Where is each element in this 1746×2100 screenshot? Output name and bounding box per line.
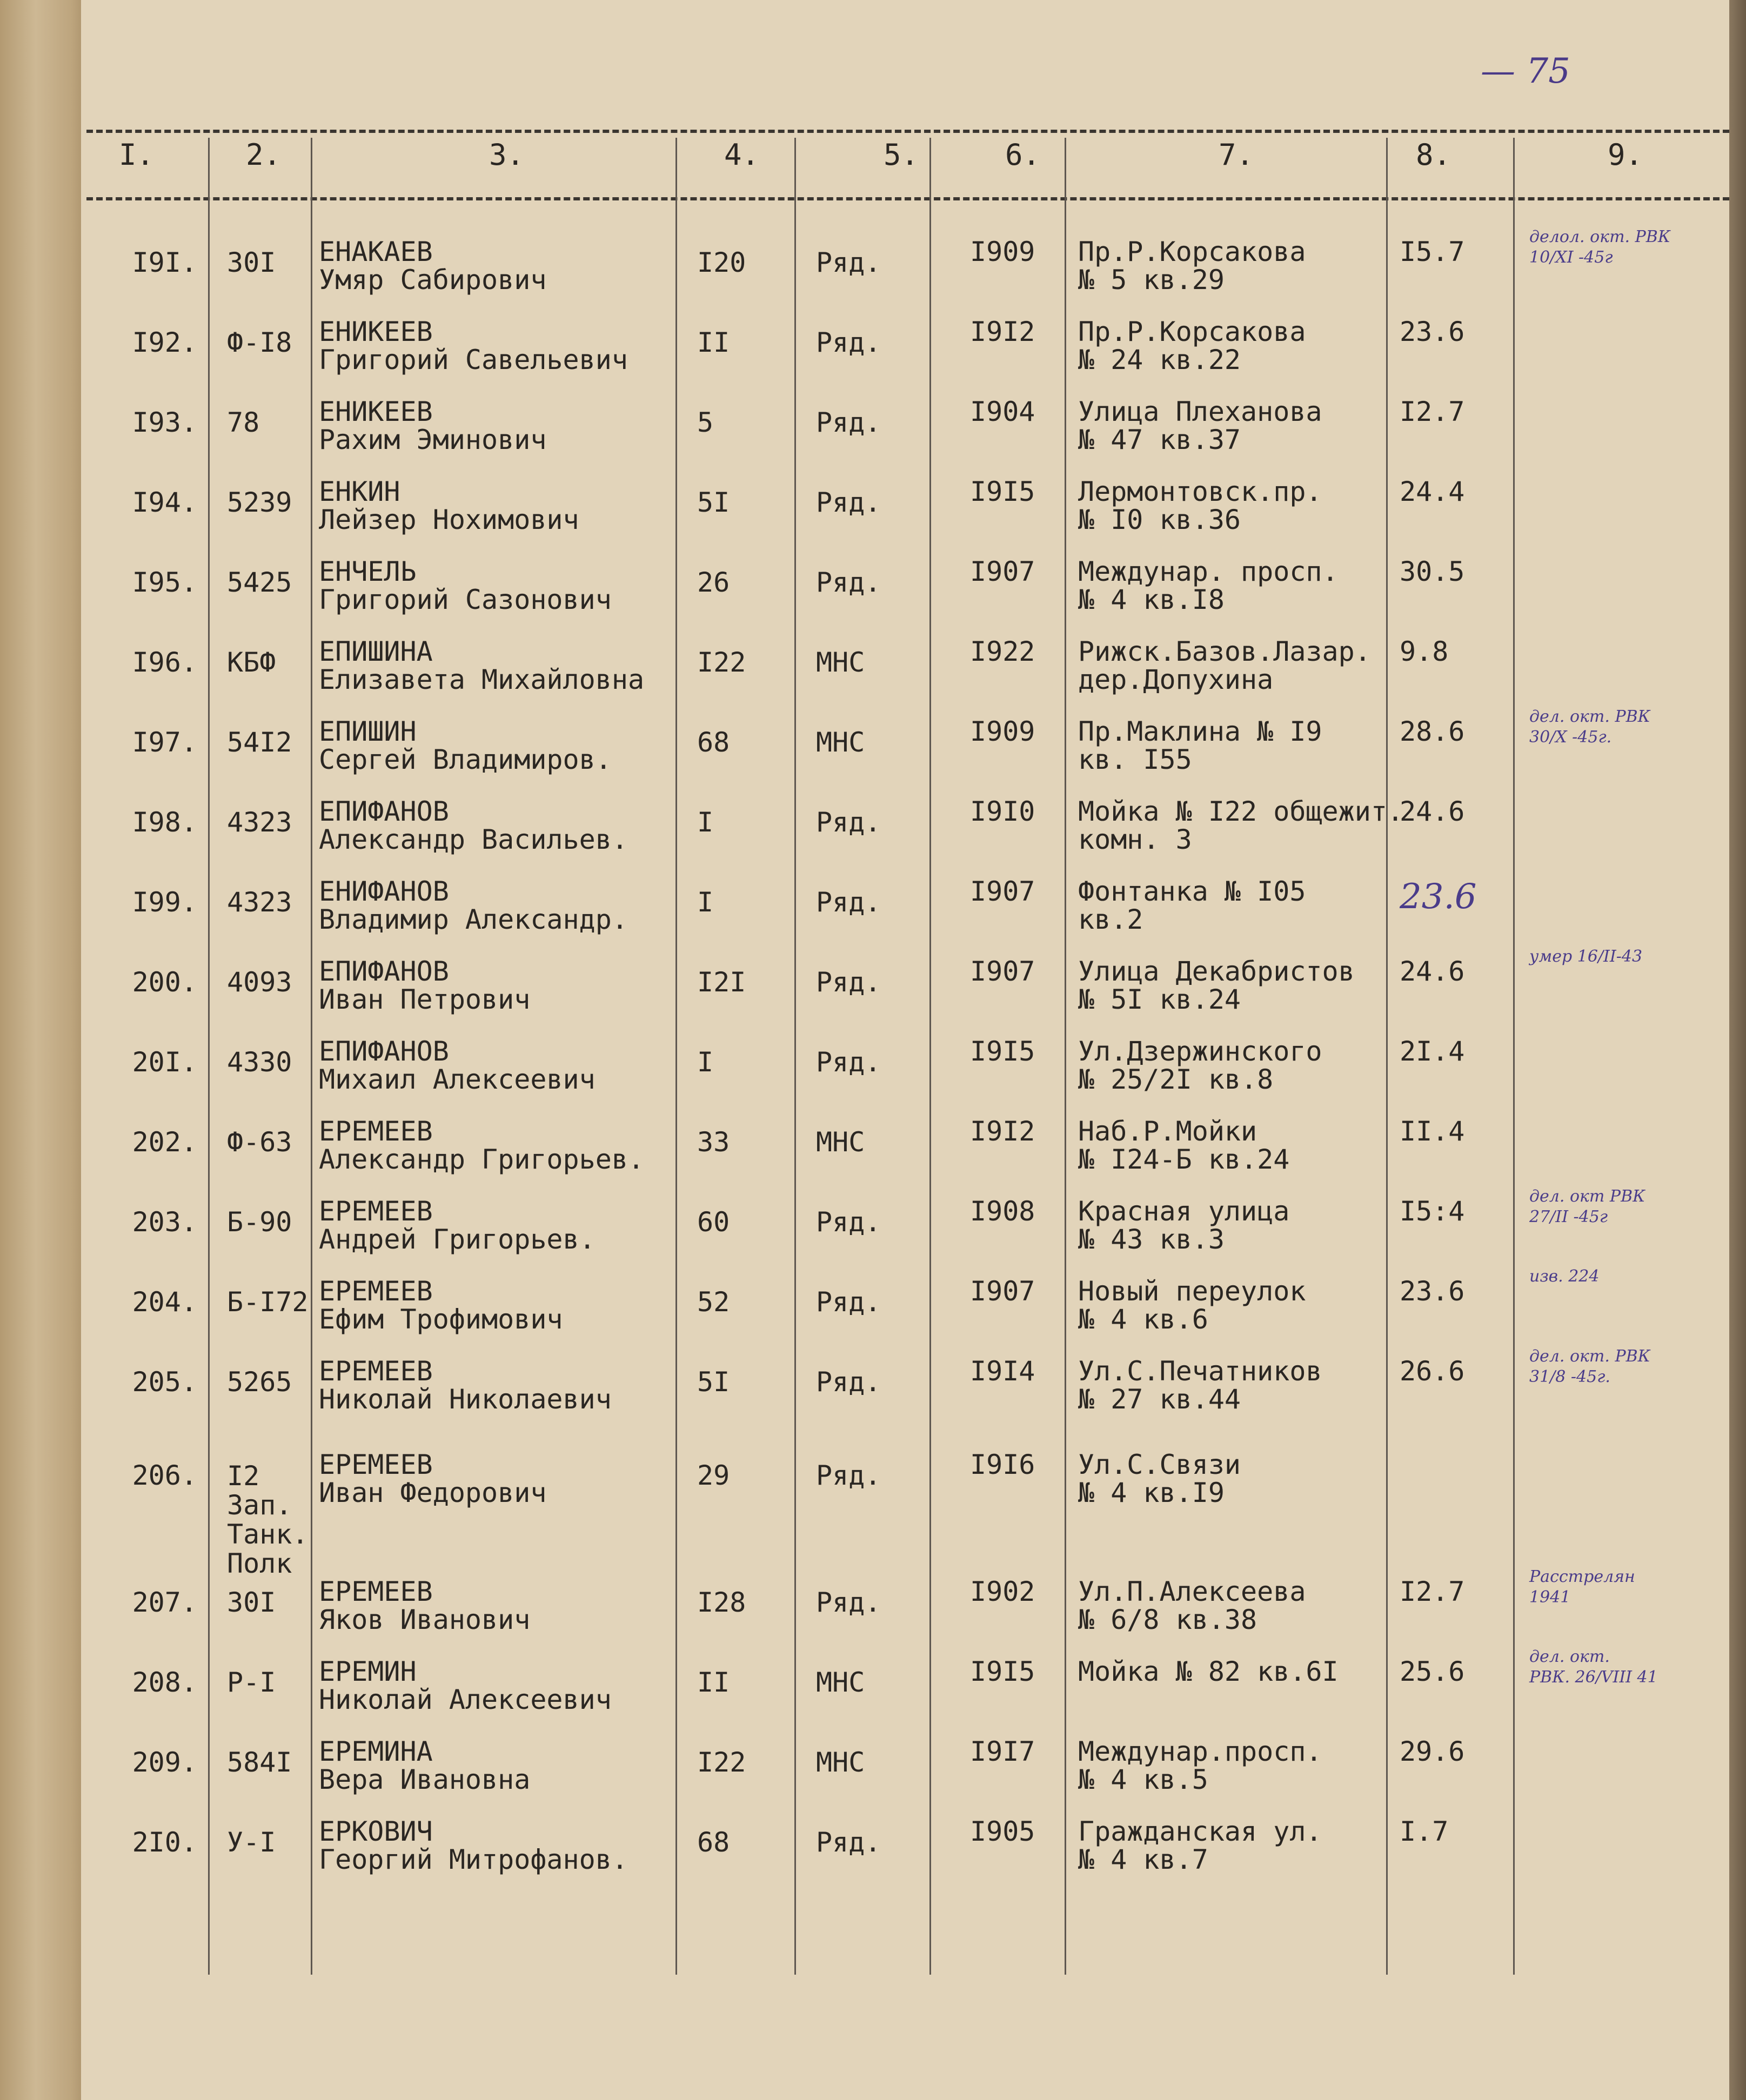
column-4-value: 29: [697, 1460, 730, 1491]
birth-year: I908: [970, 1196, 1035, 1227]
surname: ЕНЧЕЛЬ: [319, 556, 417, 587]
column-4-value: I28: [697, 1587, 746, 1618]
column-divider: [794, 138, 796, 1975]
date: 24.6: [1400, 956, 1465, 987]
header-bottom-rule: [86, 197, 1729, 200]
unit-code: Ф-I8: [227, 327, 292, 358]
unit-code: 4323: [227, 887, 292, 918]
given-name: Григорий Савельевич: [319, 344, 628, 375]
date: 9.8: [1400, 636, 1449, 667]
date: 24.4: [1400, 476, 1465, 507]
date: II.4: [1400, 1116, 1465, 1147]
unit-code: 4323: [227, 807, 292, 838]
given-name: Яков Иванович: [319, 1604, 531, 1635]
address-line-2: № 27 кв.44: [1078, 1384, 1241, 1415]
unit-code: У-I: [227, 1827, 276, 1858]
row-number: I92.: [132, 327, 197, 358]
surname: ЕРЕМЕЕВ: [319, 1449, 433, 1480]
page-edge: [1729, 0, 1746, 2100]
given-name: Иван Петрович: [319, 984, 531, 1015]
birth-year: I9I2: [970, 316, 1035, 347]
given-name: Лейзер Нохимович: [319, 504, 579, 535]
unit-code: Р-I: [227, 1667, 276, 1698]
address-line-2: № 5I кв.24: [1078, 984, 1241, 1015]
header-top-rule: [86, 130, 1729, 133]
rank: Ряд.: [816, 567, 881, 598]
row-number: I96.: [132, 647, 197, 678]
given-name: Сергей Владимиров.: [319, 744, 612, 775]
given-name: Николай Николаевич: [319, 1384, 612, 1415]
unit-code: 4093: [227, 967, 292, 998]
rank: Ряд.: [816, 887, 881, 918]
given-name: Елизавета Михайловна: [319, 664, 645, 695]
date: I2.7: [1400, 1576, 1465, 1607]
column-4-value: II: [697, 327, 730, 358]
row-number: 202.: [132, 1126, 197, 1158]
column-header: I.: [119, 138, 155, 172]
rank: Ряд.: [816, 1046, 881, 1078]
handwritten-note: дел. окт. РВК. 26/VIII 41: [1529, 1647, 1658, 1687]
given-name: Рахим Эминович: [319, 424, 547, 455]
column-header: 5.: [884, 138, 919, 172]
column-4-value: I20: [697, 247, 746, 278]
birth-year: I907: [970, 956, 1035, 987]
unit-code: I2 Зап. Танк. Полк: [227, 1460, 309, 1579]
rank: Ряд.: [816, 487, 881, 518]
rank: МНС: [816, 1126, 865, 1158]
given-name: Вера Ивановна: [319, 1764, 531, 1795]
handwritten-note: изв. 224: [1529, 1267, 1600, 1286]
row-number: I99.: [132, 887, 197, 918]
surname: ЕРЕМИН: [319, 1656, 417, 1687]
column-header: 4.: [724, 138, 760, 172]
birth-year: I909: [970, 716, 1035, 747]
date: 23.6: [1400, 316, 1465, 347]
unit-code: 4330: [227, 1046, 292, 1078]
date: I.7: [1400, 1816, 1449, 1847]
address-line-2: кв.2: [1078, 904, 1143, 935]
address-line-2: № I0 кв.36: [1078, 504, 1241, 535]
surname: ЕРЕМЕЕВ: [319, 1196, 433, 1227]
birth-year: I9I7: [970, 1736, 1035, 1767]
address-line-1: Мойка № I22 общежит.: [1078, 796, 1404, 827]
birth-year: I907: [970, 876, 1035, 907]
row-number: 205.: [132, 1366, 197, 1398]
handwritten-note: умер 16/II-43: [1529, 947, 1643, 966]
surname: ЕРЕМЕЕВ: [319, 1356, 433, 1387]
address-line-1: Ул.П.Алексеева: [1078, 1576, 1306, 1607]
column-divider: [311, 138, 312, 1975]
surname: ЕРЕМЕЕВ: [319, 1276, 433, 1307]
date: I2.7: [1400, 396, 1465, 427]
surname: ЕПИШИН: [319, 716, 417, 747]
rank: Ряд.: [816, 1827, 881, 1858]
address-line-1: Ул.С.Печатников: [1078, 1356, 1322, 1387]
column-4-value: 5: [697, 407, 714, 438]
birth-year: I9I2: [970, 1116, 1035, 1147]
column-header: 9.: [1608, 138, 1643, 172]
surname: ЕПИШИНА: [319, 636, 433, 667]
column-header: 7.: [1219, 138, 1254, 172]
row-number: I93.: [132, 407, 197, 438]
address-line-1: Гражданская ул.: [1078, 1816, 1322, 1847]
given-name: Михаил Алексеевич: [319, 1064, 596, 1095]
unit-code: 78: [227, 407, 260, 438]
given-name: Григорий Сазонович: [319, 584, 612, 615]
column-divider: [1065, 138, 1066, 1975]
address-line-1: Рижск.Базов.Лазар.: [1078, 636, 1371, 667]
column-4-value: I22: [697, 647, 746, 678]
address-line-2: кв. I55: [1078, 744, 1192, 775]
handwritten-note: Расстрелян 1941: [1529, 1567, 1635, 1607]
rank: МНС: [816, 727, 865, 758]
row-number: I98.: [132, 807, 197, 838]
surname: ЕРЕМИНА: [319, 1736, 433, 1767]
birth-year: I907: [970, 1276, 1035, 1307]
row-number: 2I0.: [132, 1827, 197, 1858]
rank: МНС: [816, 647, 865, 678]
rank: Ряд.: [816, 1206, 881, 1238]
address-line-1: Междунар. просп.: [1078, 556, 1339, 587]
column-4-value: 5I: [697, 487, 730, 518]
surname: ЕПИФАНОВ: [319, 796, 449, 827]
given-name: Умяр Сабирович: [319, 264, 547, 296]
address-line-2: № 4 кв.I9: [1078, 1477, 1225, 1508]
rank: Ряд.: [816, 1366, 881, 1398]
handwritten-note: дел. окт. РВК 31/8 -45г.: [1529, 1347, 1650, 1386]
address-line-2: дер.Допухина: [1078, 664, 1274, 695]
address-line-1: Ул.С.Связи: [1078, 1449, 1241, 1480]
column-header: 8.: [1416, 138, 1451, 172]
column-4-value: I: [697, 807, 714, 838]
date: 25.6: [1400, 1656, 1465, 1687]
column-4-value: II: [697, 1667, 730, 1698]
date: 2I.4: [1400, 1036, 1465, 1067]
handwritten-note: делол. окт. РВК 10/XI -45г: [1529, 227, 1671, 267]
surname: ЕПИФАНОВ: [319, 956, 449, 987]
date: I5.7: [1400, 236, 1465, 267]
unit-code: КБФ: [227, 647, 276, 678]
row-number: 203.: [132, 1206, 197, 1238]
row-number: 206.: [132, 1460, 197, 1491]
date: 23.6: [1400, 1276, 1465, 1307]
row-number: I95.: [132, 567, 197, 598]
date: 30.5: [1400, 556, 1465, 587]
unit-code: 584I: [227, 1747, 292, 1778]
surname: ЕНИКЕЕВ: [319, 316, 433, 347]
birth-year: I904: [970, 396, 1035, 427]
address-line-1: Пр.Р.Корсакова: [1078, 316, 1306, 347]
birth-year: I922: [970, 636, 1035, 667]
rank: Ряд.: [816, 1286, 881, 1318]
handwritten-note: дел. окт РВК 27/II -45г: [1529, 1187, 1645, 1226]
given-name: Иван Федорович: [319, 1477, 547, 1508]
address-line-2: № 43 кв.3: [1078, 1224, 1225, 1255]
rank: Ряд.: [816, 967, 881, 998]
address-line-2: № 4 кв.5: [1078, 1764, 1208, 1795]
rank: Ряд.: [816, 327, 881, 358]
address-line-2: № 25/2I кв.8: [1078, 1064, 1274, 1095]
surname: ЕРЕМЕЕВ: [319, 1116, 433, 1147]
date: 28.6: [1400, 716, 1465, 747]
address-line-2: № 4 кв.6: [1078, 1304, 1208, 1335]
address-line-1: Наб.Р.Мойки: [1078, 1116, 1257, 1147]
birth-year: I905: [970, 1816, 1035, 1847]
rank: Ряд.: [816, 247, 881, 278]
address-line-1: Красная улица: [1078, 1196, 1290, 1227]
birth-year: I9I0: [970, 796, 1035, 827]
date: 26.6: [1400, 1356, 1465, 1387]
given-name: Георгий Митрофанов.: [319, 1844, 628, 1875]
address-line-1: Фонтанка № I05: [1078, 876, 1306, 907]
given-name: Александр Васильев.: [319, 824, 628, 855]
column-4-value: I: [697, 887, 714, 918]
unit-code: 30I: [227, 247, 276, 278]
surname: ЕНИФАНОВ: [319, 876, 449, 907]
unit-code: Ф-63: [227, 1126, 292, 1158]
column-divider: [1386, 138, 1388, 1975]
address-line-1: Пр.Р.Корсакова: [1078, 236, 1306, 267]
unit-code: Б-I72: [227, 1286, 309, 1318]
address-line-2: № 4 кв.I8: [1078, 584, 1225, 615]
rank: Ряд.: [816, 1460, 881, 1491]
date: 24.6: [1400, 796, 1465, 827]
surname: ЕНКИН: [319, 476, 400, 507]
birth-year: I907: [970, 556, 1035, 587]
given-name: Андрей Григорьев.: [319, 1224, 596, 1255]
address-line-1: Пр.Маклина № I9: [1078, 716, 1322, 747]
row-number: I97.: [132, 727, 197, 758]
row-number: 207.: [132, 1587, 197, 1618]
birth-year: I9I5: [970, 476, 1035, 507]
address-line-1: Междунар.просп.: [1078, 1736, 1322, 1767]
column-4-value: 52: [697, 1286, 730, 1318]
column-header: 2.: [246, 138, 282, 172]
rank: Ряд.: [816, 807, 881, 838]
date: I5:4: [1400, 1196, 1465, 1227]
unit-code: 5239: [227, 487, 292, 518]
rank: Ряд.: [816, 407, 881, 438]
address-line-1: Мойка № 82 кв.6I: [1078, 1656, 1339, 1687]
column-4-value: 5I: [697, 1366, 730, 1398]
address-line-1: Лермонтовск.пр.: [1078, 476, 1322, 507]
given-name: Владимир Александр.: [319, 904, 628, 935]
column-4-value: 68: [697, 1827, 730, 1858]
row-number: 209.: [132, 1747, 197, 1778]
row-number: I9I.: [132, 247, 197, 278]
column-4-value: 68: [697, 727, 730, 758]
address-line-2: комн. 3: [1078, 824, 1192, 855]
surname: ЕРЕМЕЕВ: [319, 1576, 433, 1607]
date: 23.6: [1400, 877, 1477, 917]
given-name: Александр Григорьев.: [319, 1144, 645, 1175]
column-4-value: 60: [697, 1206, 730, 1238]
rank: МНС: [816, 1747, 865, 1778]
row-number: I94.: [132, 487, 197, 518]
birth-year: I909: [970, 236, 1035, 267]
unit-code: 5425: [227, 567, 292, 598]
surname: ЕПИФАНОВ: [319, 1036, 449, 1067]
column-4-value: I22: [697, 1747, 746, 1778]
unit-code: Б-90: [227, 1206, 292, 1238]
address-line-2: № 24 кв.22: [1078, 344, 1241, 375]
column-divider: [208, 138, 210, 1975]
column-divider: [675, 138, 677, 1975]
surname: ЕНАКАЕВ: [319, 236, 433, 267]
unit-code: 54I2: [227, 727, 292, 758]
address-line-2: № I24-Б кв.24: [1078, 1144, 1290, 1175]
unit-code: 5265: [227, 1366, 292, 1398]
birth-year: I902: [970, 1576, 1035, 1607]
row-number: 204.: [132, 1286, 197, 1318]
unit-code: 30I: [227, 1587, 276, 1618]
row-number: 208.: [132, 1667, 197, 1698]
column-4-value: 33: [697, 1126, 730, 1158]
address-line-2: № 6/8 кв.38: [1078, 1604, 1257, 1635]
address-line-2: № 4 кв.7: [1078, 1844, 1208, 1875]
surname: ЕРКОВИЧ: [319, 1816, 433, 1847]
column-header: 6.: [1005, 138, 1041, 172]
column-header: 3.: [489, 138, 525, 172]
address-line-2: № 5 кв.29: [1078, 264, 1225, 296]
row-number: 200.: [132, 967, 197, 998]
rank: Ряд.: [816, 1587, 881, 1618]
rank: МНС: [816, 1667, 865, 1698]
column-divider: [929, 138, 931, 1975]
birth-year: I9I4: [970, 1356, 1035, 1387]
column-4-value: I: [697, 1046, 714, 1078]
birth-year: I9I5: [970, 1036, 1035, 1067]
surname: ЕНИКЕЕВ: [319, 396, 433, 427]
column-4-value: 26: [697, 567, 730, 598]
page-number: — 75: [1481, 51, 1570, 91]
address-line-1: Улица Плеханова: [1078, 396, 1322, 427]
handwritten-note: дел. окт. РВК 30/X -45г.: [1529, 707, 1650, 747]
row-number: 20I.: [132, 1046, 197, 1078]
address-line-1: Новый переулок: [1078, 1276, 1306, 1307]
birth-year: I9I6: [970, 1449, 1035, 1480]
column-4-value: I2I: [697, 967, 746, 998]
date: 29.6: [1400, 1736, 1465, 1767]
address-line-2: № 47 кв.37: [1078, 424, 1241, 455]
address-line-1: Улица Декабристов: [1078, 956, 1355, 987]
address-line-1: Ул.Дзержинского: [1078, 1036, 1322, 1067]
column-divider: [1513, 138, 1515, 1975]
birth-year: I9I5: [970, 1656, 1035, 1687]
given-name: Ефим Трофимович: [319, 1304, 563, 1335]
given-name: Николай Алексеевич: [319, 1684, 612, 1715]
